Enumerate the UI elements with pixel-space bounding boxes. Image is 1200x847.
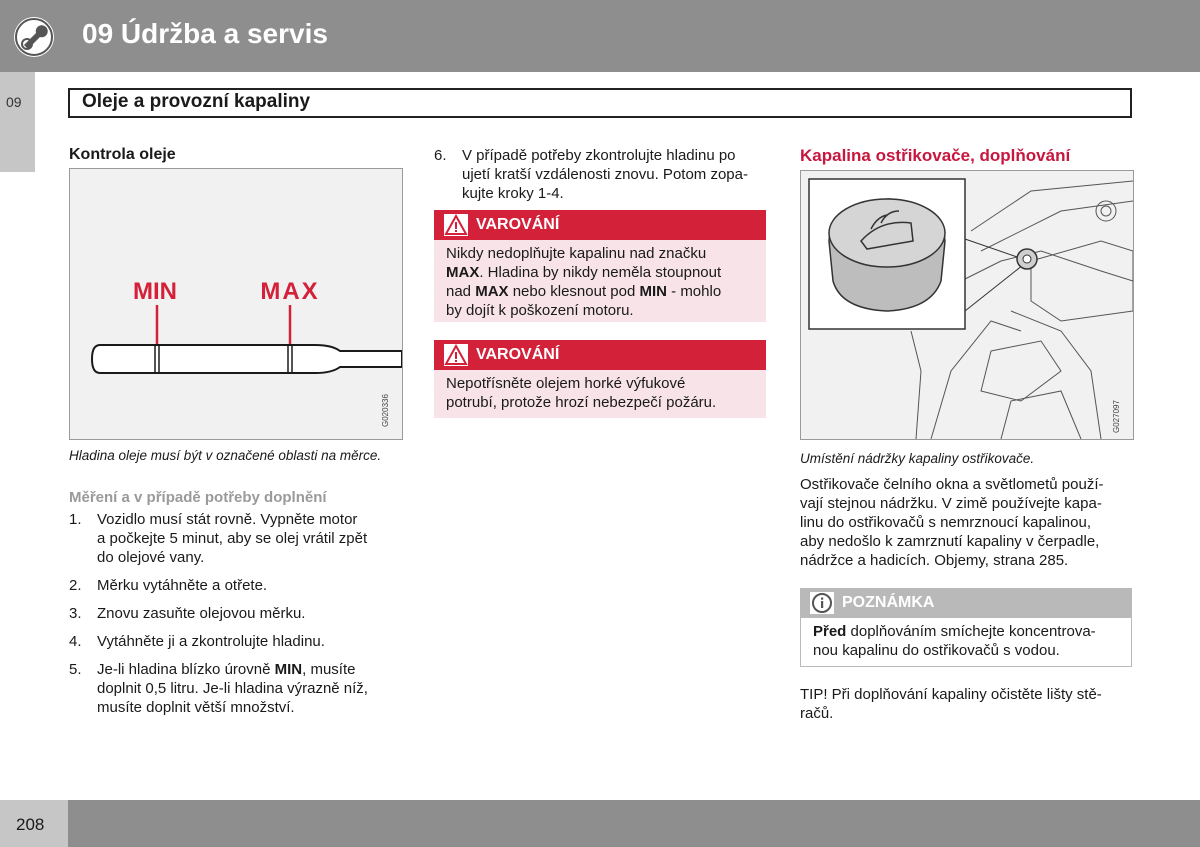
dipstick-caption: Hladina oleje musí být v označené oblasti na měrce.: [69, 448, 382, 463]
figure-code: G020336: [381, 394, 390, 427]
oil-check-heading: Kontrola oleje: [69, 146, 176, 163]
dipstick-figure: [69, 168, 403, 440]
step-2: 2. Měrku vytáhněte a otřete.: [69, 577, 268, 594]
note-title: POZNÁMKA: [842, 594, 935, 611]
info-icon: [810, 592, 834, 614]
note-text: Před doplňováním smíchejte koncentrova- nou kapalinu do ostřikovačů s vodou.: [800, 618, 1132, 667]
step-6: 6. V případě potřeby zkontrolujte hladinu po ujetí kratší vzdálenosti znovu. Potom zopa- kujte kroky 1-4.: [434, 147, 748, 202]
warning-triangle-icon: [444, 214, 468, 236]
chapter-title: 09 Údržba a servis: [82, 18, 328, 49]
warning-header: [434, 340, 766, 370]
measure-subheading: Měření a v případě potřeby doplnění: [69, 489, 327, 506]
step-1: 1. Vozidlo musí stát rovně. Vypněte motor a počkejte 5 minut, aby se olej vrátil zpět do olejové vany.: [69, 511, 368, 566]
engine-bay-illustration: [801, 171, 1133, 439]
section-title: Oleje a provozní kapaliny: [82, 91, 311, 112]
footer-bar: [68, 800, 1200, 847]
washer-reservoir-figure: [800, 170, 1134, 440]
tip-text: TIP! Při doplňování kapaliny očistěte lišty stě- račů.: [800, 686, 1102, 722]
chapter-tab-label: 09: [6, 94, 22, 110]
max-label: MAX: [260, 278, 320, 305]
page-number: 208: [16, 815, 45, 834]
wrench-gear-icon: [14, 17, 54, 57]
warning-text: Nikdy nedoplňujte kapalinu nad značku MAX. Hladina by nikdy neměla stoupnout nad MAX nebo klesnout pod MIN - mohlo by dojít k poškození motoru.: [434, 240, 766, 322]
note-box: [800, 588, 1132, 666]
step-5: 5. Je-li hladina blízko úrovně MIN, musíte doplnit 0,5 litru. Je-li hladina výrazně níž, musíte doplnit větší množství.: [69, 661, 368, 716]
warning-title: VAROVÁNÍ: [476, 346, 560, 363]
step-4: 4. Vytáhněte ji a zkontrolujte hladinu.: [69, 633, 325, 650]
warning-triangle-icon: [444, 344, 468, 366]
dipstick-illustration: [70, 169, 402, 439]
warning-text: Nepotřísněte olejem horké výfukové potrubí, protože hrozí nebezpečí požáru.: [434, 370, 766, 418]
warning-header: [434, 210, 766, 240]
washer-fluid-heading: Kapalina ostřikovače, doplňování: [800, 146, 1071, 165]
warning-box-1: [434, 210, 766, 322]
washer-description: Ostřikovače čelního okna a světlometů použí- vají stejnou nádržku. V zimě používejte kapa- linu do ostřikovačů s nemrznoucí kapalinou, aby nedošlo k zamrznutí kapaliny v čerpadle, nádržce a hadicích. Objemy, strana 285.: [800, 476, 1104, 569]
min-label: MIN: [133, 278, 177, 305]
note-header: [800, 588, 1132, 618]
washer-caption: Umístění nádržky kapaliny ostřikovače.: [800, 451, 1035, 466]
warning-title: VAROVÁNÍ: [476, 216, 560, 233]
warning-box-2: [434, 340, 766, 418]
figure-code: G027097: [1112, 400, 1121, 433]
step-3: 3. Znovu zasuňte olejovou měrku.: [69, 605, 306, 622]
chapter-side-tab: [0, 72, 35, 172]
washer-cap-detail: [809, 179, 965, 329]
